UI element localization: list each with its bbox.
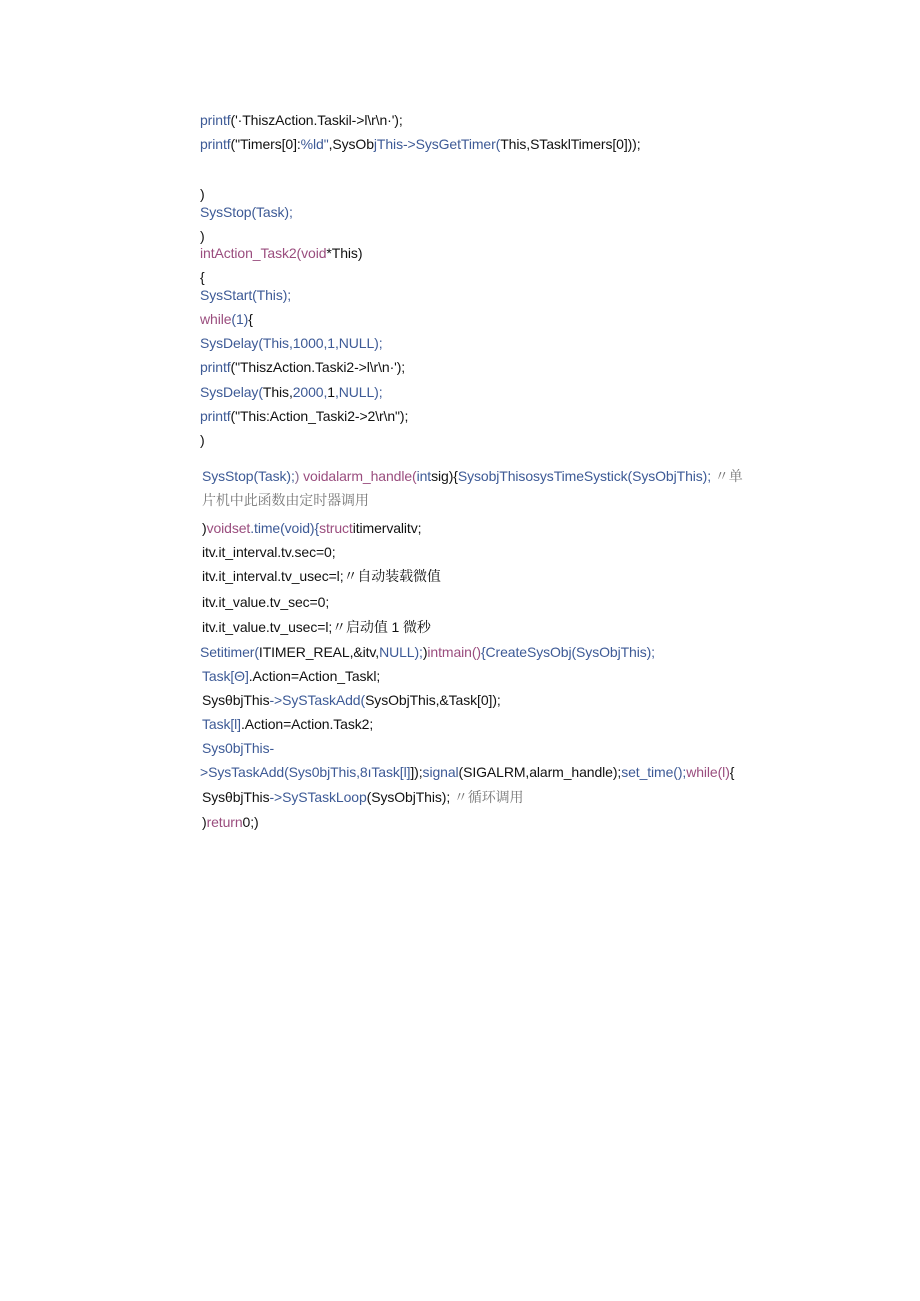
code-token: while(l) bbox=[686, 764, 730, 780]
code-token: Sys0bjThis- bbox=[202, 740, 275, 756]
code-line bbox=[202, 787, 523, 807]
code-line bbox=[200, 357, 405, 377]
code-token: ) bbox=[202, 814, 207, 830]
code-line bbox=[202, 617, 431, 637]
code-token: { bbox=[248, 311, 253, 327]
code-token: 〃启动值 1 微秒 bbox=[332, 619, 431, 635]
code-token: {CreateSysObj(SysObjThis); bbox=[480, 644, 655, 660]
code-token: ->SySTaskLoop bbox=[269, 789, 367, 805]
code-token: >SysTaskAdd(Sys0bjThis,8ıTask[l] bbox=[200, 764, 411, 780]
code-token: printf bbox=[200, 136, 231, 152]
code-token: 〃自动装载微值 bbox=[343, 568, 441, 584]
code-token: struct bbox=[319, 520, 353, 536]
code-line bbox=[202, 566, 441, 586]
code-line bbox=[200, 309, 253, 329]
code-token: intmain() bbox=[427, 644, 481, 660]
code-token: ]); bbox=[410, 764, 423, 780]
code-token: voidset bbox=[206, 520, 251, 536]
code-line bbox=[200, 243, 362, 263]
code-token: ("Timers[0]: bbox=[230, 136, 301, 152]
code-line bbox=[202, 738, 274, 758]
code-token: int bbox=[416, 468, 432, 484]
code-token: ) bbox=[294, 468, 304, 484]
code-line bbox=[200, 184, 205, 204]
code-token: (SysObjThis); bbox=[366, 789, 451, 805]
code-line bbox=[202, 666, 380, 686]
code-token: voidalarm_handle( bbox=[303, 468, 417, 484]
code-token: .Action=Action.Task2; bbox=[240, 716, 374, 732]
code-token: ) bbox=[202, 520, 207, 536]
code-token: ('·ThiszAction.Taskil->l\r\n·'); bbox=[230, 112, 403, 128]
code-token: %ld" bbox=[300, 136, 329, 152]
code-token: SysObjThis,&Task[0]); bbox=[365, 692, 501, 708]
code-line bbox=[200, 762, 734, 782]
code-line bbox=[202, 466, 743, 486]
code-token: ("ThiszAction.Taski2->l\r\n·'); bbox=[230, 359, 406, 375]
code-token: ("This:Action_Taski2->2\r\n"); bbox=[230, 408, 409, 424]
code-token: itimervalitv; bbox=[352, 520, 422, 536]
code-token: { bbox=[200, 269, 205, 285]
code-token: SysStop(Task); bbox=[202, 468, 295, 484]
code-token: 〃单 bbox=[711, 468, 743, 484]
code-token: *This) bbox=[326, 245, 363, 261]
code-line bbox=[202, 490, 369, 510]
code-token: SysθbjThis bbox=[202, 789, 270, 805]
code-line bbox=[200, 642, 655, 662]
code-token: 0;) bbox=[242, 814, 259, 830]
code-token: void bbox=[301, 245, 327, 261]
code-token: printf bbox=[200, 359, 231, 375]
code-token: (1) bbox=[231, 311, 249, 327]
code-line bbox=[202, 592, 329, 612]
code-token: itv.it_value.tv_usec=l; bbox=[202, 619, 333, 635]
code-token: ,SysOb bbox=[328, 136, 374, 152]
code-line bbox=[202, 714, 373, 734]
code-token: signal bbox=[422, 764, 459, 780]
code-token: intAction_Task2( bbox=[200, 245, 302, 261]
code-token: .Action=Action_Taskl; bbox=[248, 668, 381, 684]
code-token: SysDelay(This,1000,1,NULL); bbox=[200, 335, 383, 351]
code-line bbox=[202, 542, 336, 562]
code-line bbox=[200, 110, 403, 130]
code-token: ) bbox=[200, 228, 205, 244]
code-token: 〃循环调用 bbox=[450, 789, 524, 805]
code-token: SysStart(This); bbox=[200, 287, 292, 303]
code-token: 2000, bbox=[292, 384, 328, 400]
code-token: ,NULL); bbox=[334, 384, 383, 400]
code-token: jThis->SysGetTimer( bbox=[373, 136, 501, 152]
code-token: ->SySTaskAdd( bbox=[269, 692, 366, 708]
code-token: itv.it_interval.tv_usec=l; bbox=[202, 568, 344, 584]
code-line bbox=[200, 134, 641, 154]
code-token: printf bbox=[200, 112, 231, 128]
code-token: SysobjThisosysTimeSystick(SysObjThis); bbox=[457, 468, 712, 484]
code-token: Task[l] bbox=[202, 716, 241, 732]
code-token: SysDelay( bbox=[200, 384, 263, 400]
code-line bbox=[200, 202, 293, 222]
code-line bbox=[202, 518, 421, 538]
code-line bbox=[200, 382, 383, 402]
code-token: .time(void){ bbox=[250, 520, 320, 536]
code-token: itv.it_interval.tv.sec=0; bbox=[202, 544, 336, 560]
code-token: ) bbox=[200, 432, 205, 448]
code-token: set_time(); bbox=[621, 764, 687, 780]
code-token: printf bbox=[200, 408, 231, 424]
code-line bbox=[200, 430, 205, 450]
code-token: ITIMER_REAL,&itv, bbox=[258, 644, 380, 660]
code-token: while bbox=[200, 311, 232, 327]
code-token: This,STasklTimers[0])); bbox=[500, 136, 641, 152]
code-token: ) bbox=[200, 186, 205, 202]
code-line bbox=[202, 690, 501, 710]
code-token: Setitimer( bbox=[200, 644, 259, 660]
code-line bbox=[200, 406, 408, 426]
code-token: return bbox=[206, 814, 243, 830]
code-token: { bbox=[729, 764, 735, 780]
code-token: 片机中此函数由定时器调用 bbox=[202, 492, 369, 508]
code-token: ) bbox=[422, 644, 428, 660]
code-token: 1 bbox=[327, 384, 335, 400]
code-token: SysStop(Task); bbox=[200, 204, 293, 220]
code-line bbox=[200, 285, 291, 305]
code-token: Task[Θ] bbox=[202, 668, 249, 684]
code-line bbox=[200, 267, 205, 287]
code-token: (SIGALRM,alarm_handle); bbox=[458, 764, 622, 780]
code-token: SysθbjThis bbox=[202, 692, 270, 708]
code-line bbox=[202, 812, 259, 832]
code-token: NULL); bbox=[379, 644, 423, 660]
code-token: This, bbox=[262, 384, 293, 400]
code-token: sig){ bbox=[431, 468, 458, 484]
code-token: itv.it_value.tv_sec=0; bbox=[202, 594, 330, 610]
code-line bbox=[200, 333, 383, 353]
